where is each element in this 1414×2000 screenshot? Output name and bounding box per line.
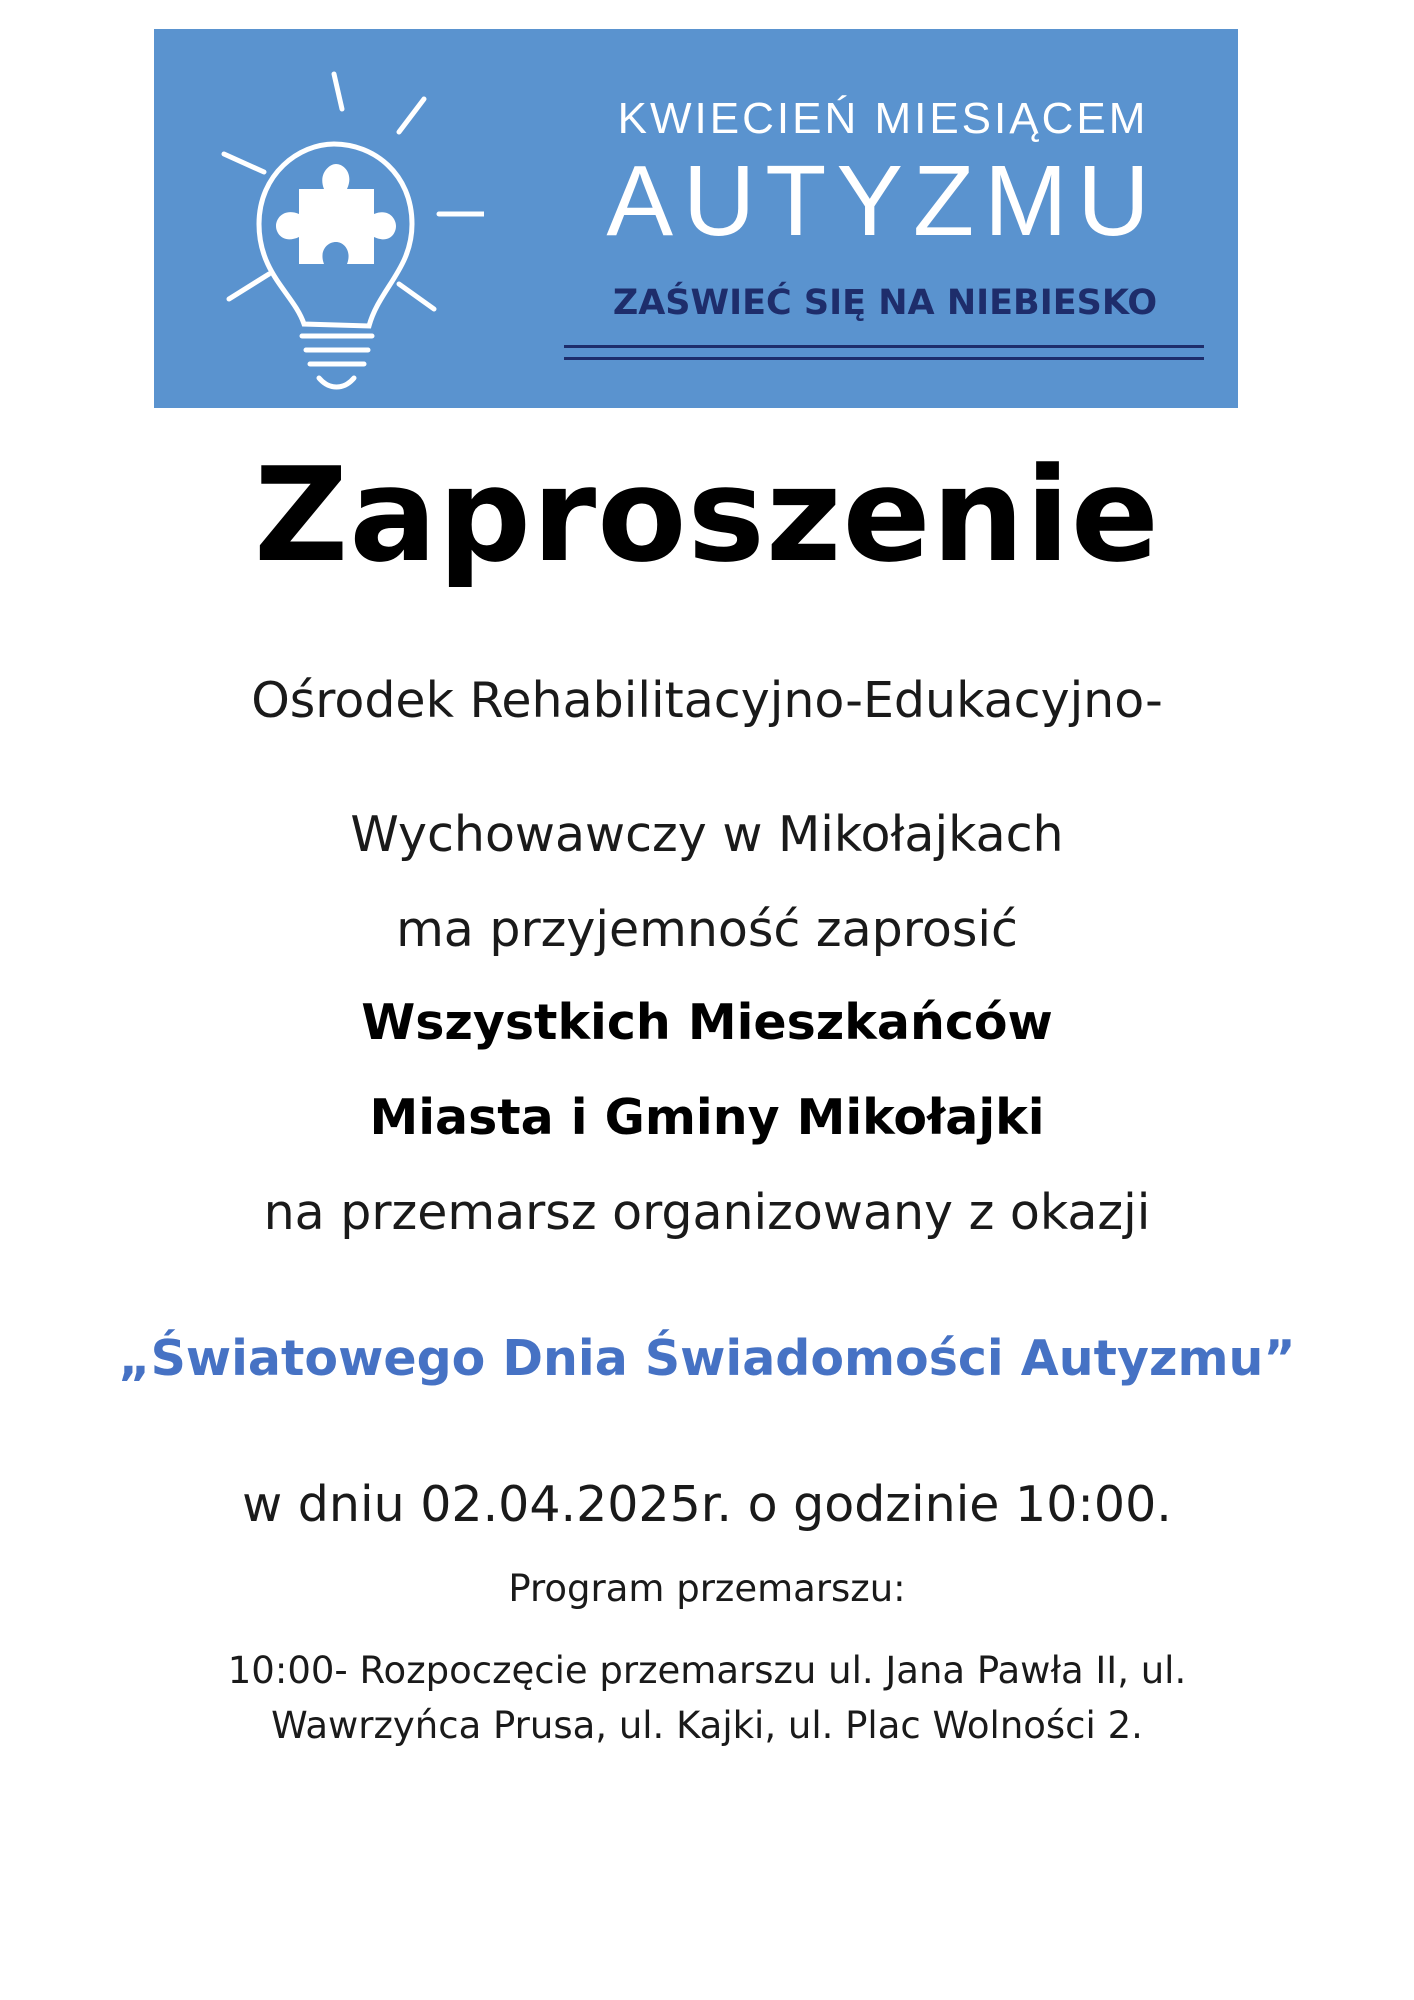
event-date: w dniu 02.04.2025r. o godzinie 10:00. xyxy=(242,1476,1172,1533)
lightbulb-puzzle-icon xyxy=(184,64,484,394)
program-line-2: Wawrzyńca Prusa, ul. Kajki, ul. Plac Wolności 2. xyxy=(271,1704,1143,1747)
organizer-line-1: Ośrodek Rehabilitacyjno-Edukacyjno- xyxy=(251,672,1163,729)
page-title: Zaproszenie xyxy=(254,439,1160,591)
invitees-line-2: Miasta i Gminy Mikołajki xyxy=(369,1089,1045,1146)
banner-autism-text: AUTYZMU xyxy=(606,145,1160,257)
banner-slogan: ZAŚWIEĆ SIĘ NA NIEBIESKO xyxy=(612,283,1158,323)
program-line-1: 10:00- Rozpoczęcie przemarszu ul. Jana Pawła II, ul. xyxy=(227,1649,1187,1692)
program-heading: Program przemarszu: xyxy=(508,1567,906,1610)
organizer-line-2: Wychowawczy w Mikołajkach xyxy=(350,806,1064,863)
event-name: „Światowego Dnia Świadomości Autyzmu” xyxy=(118,1330,1296,1387)
invitation-line: ma przyjemność zaprosić xyxy=(396,901,1018,958)
autism-month-banner xyxy=(154,29,1238,408)
banner-month-text: KWIECIEŃ MIESIĄCEM xyxy=(617,94,1149,143)
banner-underline xyxy=(564,345,1204,369)
occasion-line: na przemarsz organizowany z okazji xyxy=(263,1184,1151,1241)
invitees-line-1: Wszystkich Mieszkańców xyxy=(361,994,1053,1051)
